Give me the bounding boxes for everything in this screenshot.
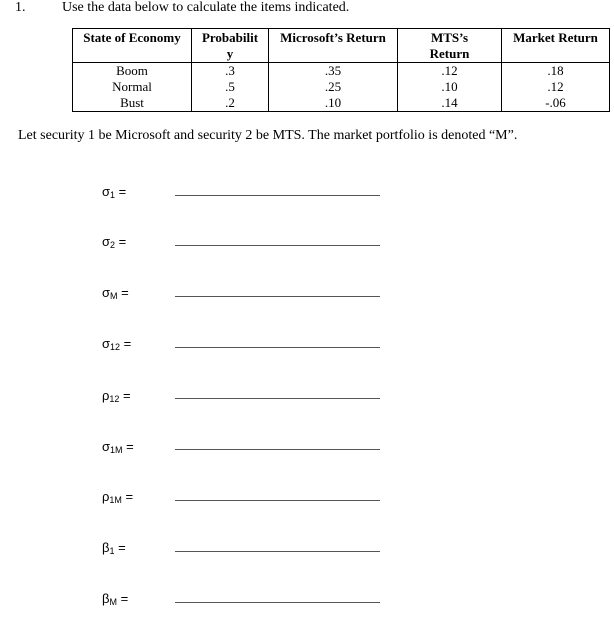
- answer-line-beta-m[interactable]: [175, 602, 380, 603]
- instruction-note: Let security 1 be Microsoft and security 2 be MTS. The market portfolio is denoted “M”.: [18, 128, 518, 143]
- cell-mts: .10: [398, 79, 502, 95]
- cell-state: Normal: [73, 79, 192, 95]
- answer-line-rho-12[interactable]: [175, 398, 380, 399]
- answer-line-sigma-1m[interactable]: [175, 449, 380, 450]
- item-rho-1m: $\rho_{1M}$ =: [102, 489, 134, 505]
- header-state: State of Economy: [73, 29, 192, 63]
- answer-line-beta-1[interactable]: [175, 551, 380, 552]
- question-instruction: Use the data below to calculate the items indicated.: [62, 0, 350, 15]
- item-sigma-2: $\sigma_2$ =: [102, 234, 127, 250]
- header-probability: Probabilit y: [192, 29, 269, 63]
- item-sigma-1: $\sigma_1$ =: [102, 184, 127, 200]
- header-market-return: Market Return: [502, 29, 610, 63]
- item-beta-m: $\beta_M$ =: [102, 591, 129, 607]
- cell-mts: .14: [398, 95, 502, 112]
- item-sigma-1m: $\sigma_{1M}$ =: [102, 439, 134, 455]
- cell-prob: .2: [192, 95, 269, 112]
- cell-market: -.06: [502, 95, 610, 112]
- item-sigma-m: $\sigma_M$ =: [102, 285, 129, 301]
- answer-line-sigma-m[interactable]: [175, 296, 380, 297]
- cell-prob: .3: [192, 63, 269, 80]
- table-row: [73, 79, 610, 95]
- item-beta-1: $\beta_1$ =: [102, 540, 126, 556]
- answer-line-rho-1m[interactable]: [175, 500, 380, 501]
- answer-line-sigma-12[interactable]: [175, 347, 380, 348]
- header-microsoft-return: Microsoft’s Return: [269, 29, 398, 63]
- item-sigma-12: $\sigma_{12}$ =: [102, 336, 132, 352]
- cell-msft: .35: [269, 63, 398, 80]
- returns-table: [72, 28, 610, 112]
- table-row: [73, 63, 610, 80]
- cell-prob: .5: [192, 79, 269, 95]
- cell-mts: .12: [398, 63, 502, 80]
- cell-market: .12: [502, 79, 610, 95]
- item-rho-12: $\rho_{12}$ =: [102, 388, 131, 404]
- table-row: [73, 95, 610, 112]
- cell-msft: .25: [269, 79, 398, 95]
- cell-market: .18: [502, 63, 610, 80]
- answer-line-sigma-1[interactable]: [175, 195, 380, 196]
- cell-msft: .10: [269, 95, 398, 112]
- cell-state: Boom: [73, 63, 192, 80]
- cell-state: Bust: [73, 95, 192, 112]
- question-number: 1.: [15, 0, 26, 15]
- table-header-row: [73, 29, 610, 63]
- header-mts-return: MTS’s Return: [398, 29, 502, 63]
- answer-line-sigma-2[interactable]: [175, 245, 380, 246]
